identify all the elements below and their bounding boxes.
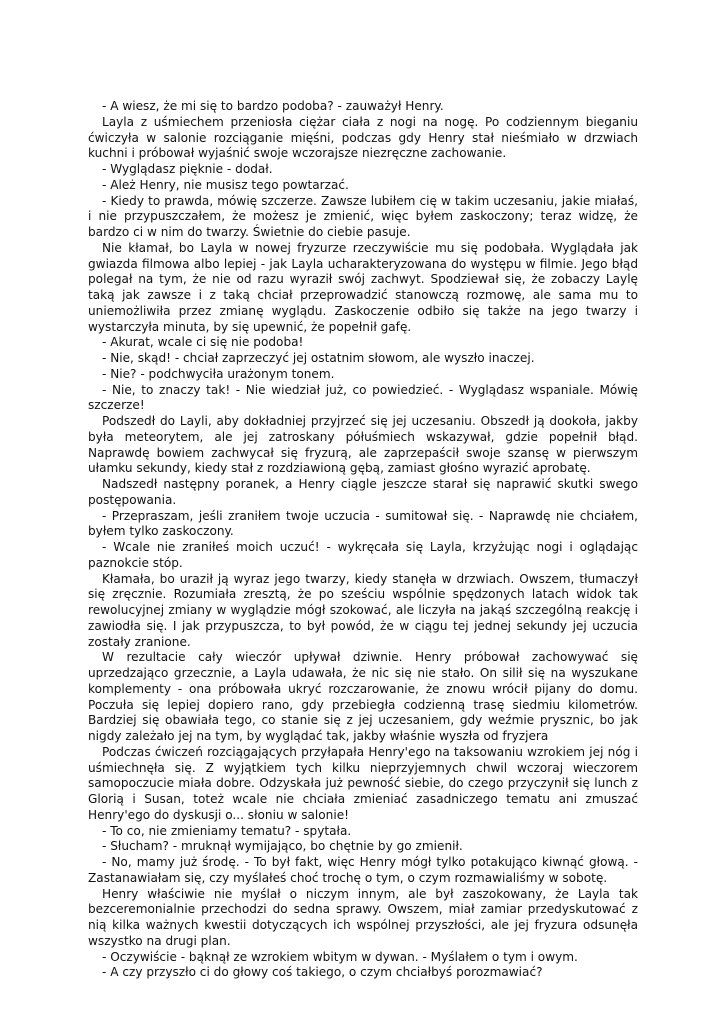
paragraph: Kłamała, bo uraził ją wyraz jego twarzy, kiedy stanęła w drzwiach. Owszem, tłumaczył się zręcznie. Rozumiała zresztą, że po sześciu wspólnie spędzonych latach widok tak rewolucyjnej zmiany w wyglądzie mógł szokować, ale liczyła na jakąś szczególną reakcję i zawiodła się. I jak przypuszcza, to był powód, że w ciągu tej jednej sekundy jej uczucia zostały zranione.	[88, 571, 638, 649]
paragraph: - Ależ Henry, nie musisz tego powtarzać.	[102, 177, 349, 192]
paragraph: - Wcale nie zraniłeś moich uczuć! - wykręcała się Layla, krzyżując nogi i oglądając paznokcie stóp.	[88, 540, 638, 570]
paragraph: - Oczywiście - bąknął ze wzrokiem wbitym w dywan. - Myślałem o tym i owym.	[102, 949, 578, 964]
paragraph: Nie kłamał, bo Layla w nowej fryzurze rzeczywiście mu się podobała. Wyglądała jak gwiazda filmowa albo lepiej - jak Layla ucharakteryzowana do występu w filmie. Jego błąd polegał na tym, że nie od razu wyraził swój zachwyt. Spodziewał się, że zobaczy Laylę taką jak zawsze i z taką chciał przeprowadzić stanowczą rozmowę, ale sama mu to uniemożliwiła przez zmianę wyglądu. Zaskoczenie odbiło się także na jego twarzy i wystarczyła minuta, by się upewnić, że popełnił gafę.	[88, 240, 638, 334]
paragraph: - Nie, skąd! - chciał zaprzeczyć jej ostatnim słowom, ale wyszło inaczej.	[102, 351, 535, 365]
document-page	[88, 99, 638, 981]
paragraph: - Nie, to znaczy tak! - Nie wiedział już, co powiedzieć. - Wyglądasz wspaniale. Mówię szczerze!	[88, 382, 638, 413]
paragraph: Nadszedł następny poranek, a Henry ciągle jeszcze starał się naprawić skutki swego postępowania.	[88, 477, 638, 507]
paragraph: Podczas ćwiczeń rozciągających przyłapała Henry'ego na taksowaniu wzrokiem jej nóg i uśmiechnęła się. Z wyjątkiem tych kilku nieprzyjemnych chwil wczoraj wieczorem samopoczucie miała dobre. Odzyskała już pewność siebie, do czego przyczynił się lunch z Glorią i Susan, toteż wcale nie chciała zmieniać zasadniczego tematu ani zmuszać Henry'ego do dyskusji o... słoniu w salonie!	[88, 744, 638, 822]
paragraph: - A czy przyszło ci do głowy coś takiego, o czym chciałbyś porozmawiać?	[102, 965, 543, 980]
paragraph: - A wiesz, że mi się to bardzo podoba? - zauważył Henry.	[102, 99, 444, 113]
paragraph: Henry właściwie nie myślał o niczym innym, ale był zaszokowany, że Layla tak bezceremonialnie przechodzi do sedna sprawy. Owszem, miał zamiar przedyskutować z nią kilka ważnych kwestii dotyczących ich wspólnej przyszłości, ale jej fryzura odsunęła wszystko na drugi plan.	[88, 886, 638, 948]
paragraph: - Akurat, wcale ci się nie podoba!	[102, 335, 304, 350]
paragraph: - To co, nie zmieniamy tematu? - spytała.	[102, 823, 352, 838]
paragraph: W rezultacie cały wieczór upływał dziwnie. Henry próbował zachowywać się uprzedzająco grzecznie, a Layla udawała, że nic się nie stało. On silił się na wyszukane komplementy - ona próbowała ukryć rozczarowanie, że znowu wrócił pijany do domu. Poczuła się lepiej dopiero rano, gdy przebiegła codzienną trasę siedmiu kilometrów. Bardziej się obawiała tego, co stanie się z jej uczesaniem, gdy weźmie prysznic, bo jak nigdy zależało jej na tym, by wyglądać tak, jakby właśnie wyszła od fryzjera	[88, 650, 638, 743]
paragraph: - Wyglądasz pięknie - dodał.	[102, 162, 273, 176]
paragraph: - No, mamy już środę. - To był fakt, więc Henry mógł tylko potakująco kiwnąć głową. - Zastanawiałam się, czy myślałeś choć trochę o tym, o czym rozmawialiśmy w sobotę.	[88, 855, 638, 885]
paragraph: - Nie? - podchwyciła urażonym tonem.	[102, 366, 335, 381]
paragraph: Podszedł do Layli, aby dokładniej przyjrzeć się jej uczesaniu. Obszedł ją dookoła, jakby była meteorytem, ale jej zatroskany półuśmiech wskazywał, gdzie popełnił błąd. Naprawdę bowiem zachwycał się fryzurą, ale zaprzepaścił swoje szansę w pierwszym ułamku sekundy, kiedy stał z rozdziawioną gębą, zamiast głośno wyrazić aprobatę.	[88, 414, 638, 476]
paragraph: - Słucham? - mruknął wymijająco, bo chętnie by go zmienił.	[102, 839, 463, 854]
paragraph: - Przepraszam, jeśli zraniłem twoje uczucia - sumitował się. - Naprawdę nie chciałem, byłem tylko zaskoczony.	[88, 508, 638, 539]
paragraph: Layla z uśmiechem przeniosła ciężar ciała z nogi na nogę. Po codziennym bieganiu ćwiczyła w salonie rozciąganie mięśni, podczas gdy Henry stał nieśmiało w drzwiach kuchni i próbował wyjaśnić swoje wczorajsze niezręczne zachowanie.	[88, 114, 638, 161]
paragraph: - Kiedy to prawda, mówię szczerze. Zawsze lubiłem cię w takim uczesaniu, jakie miałaś, i nie przypuszczałem, że możesz je zmienić, więc byłem zaskoczony; teraz widzę, że bardzo ci w nim do twarzy. Świetnie do ciebie pasuje.	[88, 193, 638, 239]
